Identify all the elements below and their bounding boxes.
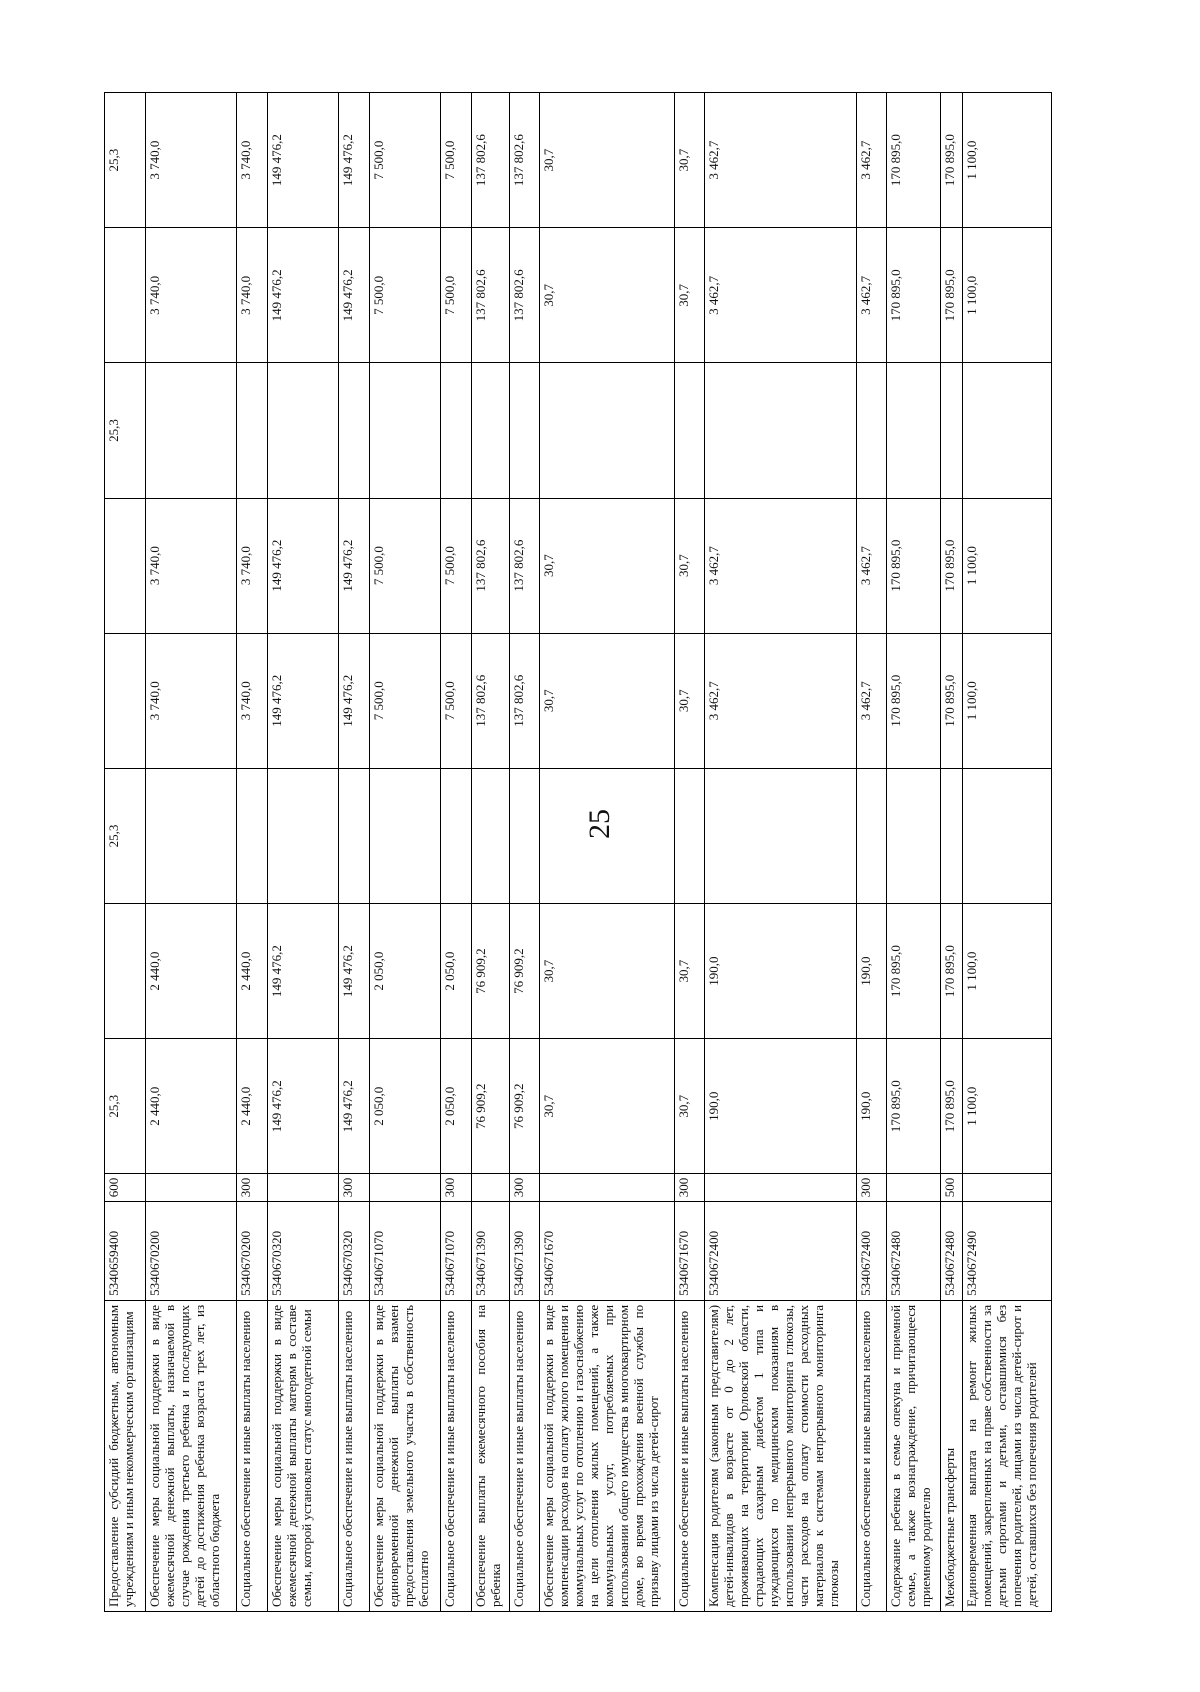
row-value-6 — [705, 363, 856, 498]
row-value-4: 30,7 — [539, 633, 674, 768]
row-expense-type: 600 — [105, 1174, 146, 1202]
row-value-4: 149 476,2 — [267, 633, 339, 768]
row-value-2: 170 895,0 — [941, 904, 963, 1039]
row-value-8: 170 895,0 — [887, 93, 941, 228]
table-row — [962, 93, 1051, 1612]
row-value-4: 30,7 — [675, 633, 705, 768]
table-body — [105, 93, 1052, 1612]
row-value-3 — [705, 768, 856, 903]
row-value-8: 30,7 — [675, 93, 705, 228]
row-expense-type — [705, 1174, 856, 1202]
table-row — [441, 93, 471, 1612]
row-value-1: 170 895,0 — [887, 1039, 941, 1174]
row-value-6 — [887, 363, 941, 498]
row-value-1: 190,0 — [705, 1039, 856, 1174]
row-expense-type — [146, 1174, 237, 1202]
row-code: 5340671070 — [441, 1202, 471, 1301]
row-expense-type: 300 — [856, 1174, 886, 1202]
row-value-7: 170 895,0 — [887, 228, 941, 363]
row-description: Социальное обеспечение и иные выплаты населению — [237, 1300, 267, 1611]
row-expense-type — [962, 1174, 1051, 1202]
row-description: Компенсация родителям (законным представителям) детей-инвалидов в возрасте от 0 до 2 лет, проживающих на территории Орловской области, страдающих сахарным диабетом 1 типа и нуждающихся по медицинским показаниям в использовании непрерывного мониторинга глюкозы, части расходов на оплату стоимости расходных материалов к системам непрерывного мониторинга глюкозы — [705, 1300, 856, 1611]
row-value-3 — [471, 768, 509, 903]
row-value-7 — [105, 228, 146, 363]
row-value-6 — [369, 363, 441, 498]
row-value-1: 2 050,0 — [369, 1039, 441, 1174]
row-value-5: 7 500,0 — [369, 498, 441, 633]
row-value-2: 1 100,0 — [962, 904, 1051, 1039]
row-value-1: 2 050,0 — [441, 1039, 471, 1174]
row-description: Обеспечение меры социальной поддержки в виде ежемесячной денежной выплаты, назначаемой в случае рождения третьего ребенка и последующих детей до достижения ребенка возраста трех лет, из областного бюджета — [146, 1300, 237, 1611]
row-value-3 — [267, 768, 339, 903]
row-value-2: 2 050,0 — [369, 904, 441, 1039]
row-value-6 — [339, 363, 369, 498]
row-description: Межбюджетные трансферты — [941, 1300, 963, 1611]
row-value-3: 25,3 — [105, 768, 146, 903]
row-value-7: 170 895,0 — [941, 228, 963, 363]
row-value-7: 7 500,0 — [369, 228, 441, 363]
row-expense-type: 300 — [509, 1174, 539, 1202]
row-value-1: 149 476,2 — [339, 1039, 369, 1174]
row-description: Содержание ребенка в семье опекуна и приемной семье, а также вознаграждение, причитающееся приемному родителю — [887, 1300, 941, 1611]
row-value-6 — [471, 363, 509, 498]
row-value-2: 76 909,2 — [509, 904, 539, 1039]
row-value-6 — [509, 363, 539, 498]
row-value-1: 149 476,2 — [267, 1039, 339, 1174]
row-code: 5340672480 — [887, 1202, 941, 1301]
row-value-8: 25,3 — [105, 93, 146, 228]
row-description: Социальное обеспечение и иные выплаты населению — [675, 1300, 705, 1611]
row-value-1: 30,7 — [539, 1039, 674, 1174]
row-value-5: 3 740,0 — [146, 498, 237, 633]
row-value-5: 149 476,2 — [339, 498, 369, 633]
row-value-5: 3 740,0 — [237, 498, 267, 633]
row-value-5: 30,7 — [675, 498, 705, 633]
table-row — [339, 93, 369, 1612]
table-row — [267, 93, 339, 1612]
row-value-2: 30,7 — [539, 904, 674, 1039]
row-description: Социальное обеспечение и иные выплаты населению — [856, 1300, 886, 1611]
row-value-2 — [105, 904, 146, 1039]
row-value-6 — [941, 363, 963, 498]
table-row — [675, 93, 705, 1612]
row-value-3 — [146, 768, 237, 903]
row-value-3 — [856, 768, 886, 903]
row-value-3 — [237, 768, 267, 903]
row-value-7: 149 476,2 — [267, 228, 339, 363]
row-value-8: 7 500,0 — [441, 93, 471, 228]
row-value-6 — [237, 363, 267, 498]
row-code: 5340670320 — [339, 1202, 369, 1301]
row-value-4: 7 500,0 — [441, 633, 471, 768]
row-value-1: 25,3 — [105, 1039, 146, 1174]
row-value-7: 3 462,7 — [705, 228, 856, 363]
row-value-4: 1 100,0 — [962, 633, 1051, 768]
row-value-3 — [509, 768, 539, 903]
row-value-6 — [267, 363, 339, 498]
row-value-5: 149 476,2 — [267, 498, 339, 633]
row-value-4: 3 462,7 — [705, 633, 856, 768]
row-value-6 — [675, 363, 705, 498]
row-value-6 — [146, 363, 237, 498]
row-value-5: 7 500,0 — [441, 498, 471, 633]
row-code: 5340671390 — [471, 1202, 509, 1301]
row-value-3 — [369, 768, 441, 903]
row-value-4: 137 802,6 — [471, 633, 509, 768]
row-code: 5340672490 — [962, 1202, 1051, 1301]
table-row — [146, 93, 237, 1612]
row-value-3 — [962, 768, 1051, 903]
row-value-5: 137 802,6 — [471, 498, 509, 633]
row-value-2: 149 476,2 — [339, 904, 369, 1039]
row-value-5: 170 895,0 — [887, 498, 941, 633]
row-value-2: 30,7 — [675, 904, 705, 1039]
row-description: Социальное обеспечение и иные выплаты населению — [509, 1300, 539, 1611]
row-description: Обеспечение меры социальной поддержки в виде единовременной денежной выплаты взамен предоставления земельного участка в собственность бесплатно — [369, 1300, 441, 1611]
row-value-7: 149 476,2 — [339, 228, 369, 363]
row-expense-type — [887, 1174, 941, 1202]
row-code: 5340672480 — [941, 1202, 963, 1301]
row-value-5: 3 462,7 — [705, 498, 856, 633]
row-value-6 — [962, 363, 1051, 498]
rotated-table-wrapper — [104, 92, 1052, 1612]
row-value-4: 170 895,0 — [887, 633, 941, 768]
row-code: 5340671070 — [369, 1202, 441, 1301]
row-value-3 — [675, 768, 705, 903]
row-value-8: 137 802,6 — [471, 93, 509, 228]
row-value-4: 3 462,7 — [856, 633, 886, 768]
row-value-4: 170 895,0 — [941, 633, 963, 768]
row-description: Обеспечение меры социальной поддержки в виде ежемесячной денежной выплаты матерям в составе семьи, которой установлен статус многодетной семьи — [267, 1300, 339, 1611]
row-value-6: 25,3 — [105, 363, 146, 498]
table-row — [105, 93, 146, 1612]
row-value-5: 30,7 — [539, 498, 674, 633]
row-code: 5340672400 — [705, 1202, 856, 1301]
row-code: 5340672400 — [856, 1202, 886, 1301]
row-value-7: 3 740,0 — [146, 228, 237, 363]
row-value-1: 190,0 — [856, 1039, 886, 1174]
table-row — [887, 93, 941, 1612]
row-expense-type: 500 — [941, 1174, 963, 1202]
row-value-3 — [887, 768, 941, 903]
row-expense-type: 300 — [339, 1174, 369, 1202]
row-value-2: 2 440,0 — [146, 904, 237, 1039]
row-value-8: 3 462,7 — [705, 93, 856, 228]
row-value-4: 3 740,0 — [237, 633, 267, 768]
row-value-4: 7 500,0 — [369, 633, 441, 768]
row-expense-type — [539, 1174, 674, 1202]
row-description: Единовременная выплата на ремонт жилых помещений, закрепленных на праве собственности за детьми сиротами и детьми, оставшимися без попечения родителей, лицами из числа детей-сирот и детей, оставшихся без попечения родителей — [962, 1300, 1051, 1611]
row-value-7: 30,7 — [675, 228, 705, 363]
row-expense-type — [267, 1174, 339, 1202]
row-value-7: 3 462,7 — [856, 228, 886, 363]
row-value-6 — [441, 363, 471, 498]
row-code: 5340670320 — [267, 1202, 339, 1301]
row-value-7: 7 500,0 — [441, 228, 471, 363]
row-value-4 — [105, 633, 146, 768]
table-row — [941, 93, 963, 1612]
row-code: 5340671390 — [509, 1202, 539, 1301]
row-value-2: 190,0 — [856, 904, 886, 1039]
row-value-5: 137 802,6 — [509, 498, 539, 633]
row-value-7: 30,7 — [539, 228, 674, 363]
row-value-2: 2 050,0 — [441, 904, 471, 1039]
row-value-8: 3 462,7 — [856, 93, 886, 228]
row-value-1: 170 895,0 — [941, 1039, 963, 1174]
row-value-3 — [941, 768, 963, 903]
row-value-2: 149 476,2 — [267, 904, 339, 1039]
row-value-3 — [339, 768, 369, 903]
row-value-5: 1 100,0 — [962, 498, 1051, 633]
table-row — [471, 93, 509, 1612]
row-value-8: 1 100,0 — [962, 93, 1051, 228]
row-code: 5340670200 — [146, 1202, 237, 1301]
row-description: Обеспечение выплаты ежемесячного пособия на ребенка — [471, 1300, 509, 1611]
row-value-8: 7 500,0 — [369, 93, 441, 228]
row-value-5 — [105, 498, 146, 633]
table-row — [705, 93, 856, 1612]
row-expense-type — [369, 1174, 441, 1202]
row-value-1: 76 909,2 — [471, 1039, 509, 1174]
row-expense-type — [471, 1174, 509, 1202]
row-value-2: 2 440,0 — [237, 904, 267, 1039]
row-value-8: 137 802,6 — [509, 93, 539, 228]
row-value-1: 30,7 — [675, 1039, 705, 1174]
row-value-2: 76 909,2 — [471, 904, 509, 1039]
row-code: 5340670200 — [237, 1202, 267, 1301]
row-value-5: 3 462,7 — [856, 498, 886, 633]
row-value-4: 149 476,2 — [339, 633, 369, 768]
row-expense-type: 300 — [237, 1174, 267, 1202]
table-row — [369, 93, 441, 1612]
row-description: Предоставление субсидий бюджетным, автономным учреждениям и иным некоммерческим организациям — [105, 1300, 146, 1611]
row-expense-type: 300 — [441, 1174, 471, 1202]
row-value-8: 170 895,0 — [941, 93, 963, 228]
row-value-2: 190,0 — [705, 904, 856, 1039]
row-value-6 — [539, 363, 674, 498]
row-value-8: 149 476,2 — [267, 93, 339, 228]
row-value-8: 149 476,2 — [339, 93, 369, 228]
row-description: Социальное обеспечение и иные выплаты населению — [441, 1300, 471, 1611]
row-value-7: 3 740,0 — [237, 228, 267, 363]
row-value-1: 2 440,0 — [237, 1039, 267, 1174]
row-code: 5340659400 — [105, 1202, 146, 1301]
row-value-2: 170 895,0 — [887, 904, 941, 1039]
table-row — [509, 93, 539, 1612]
row-description: Обеспечение меры социальной поддержки в виде компенсации расходов на оплату жилого помещения и коммунальных услуг по отоплению и газоснабжению на цели отопления жилых помещений, а также коммунальных услуг, потребляемых при использовании общего имущества в многоквартирном доме, во время прохождения военной службы по призыву лицами из числа детей-сирот — [539, 1300, 674, 1611]
page-number: 25 — [583, 809, 616, 839]
row-value-7: 1 100,0 — [962, 228, 1051, 363]
row-description: Социальное обеспечение и иные выплаты населению — [339, 1300, 369, 1611]
row-value-7: 137 802,6 — [509, 228, 539, 363]
row-value-1: 1 100,0 — [962, 1039, 1051, 1174]
row-value-1: 2 440,0 — [146, 1039, 237, 1174]
row-code: 5340671670 — [539, 1202, 674, 1301]
row-value-8: 30,7 — [539, 93, 674, 228]
row-value-7: 137 802,6 — [471, 228, 509, 363]
row-value-8: 3 740,0 — [146, 93, 237, 228]
row-expense-type: 300 — [675, 1174, 705, 1202]
row-value-4: 137 802,6 — [509, 633, 539, 768]
table-row — [539, 93, 674, 1612]
row-value-4: 3 740,0 — [146, 633, 237, 768]
row-value-8: 3 740,0 — [237, 93, 267, 228]
row-value-3 — [441, 768, 471, 903]
row-value-5: 170 895,0 — [941, 498, 963, 633]
row-code: 5340671670 — [675, 1202, 705, 1301]
table-row — [856, 93, 886, 1612]
row-value-1: 76 909,2 — [509, 1039, 539, 1174]
row-value-3 — [539, 768, 674, 903]
table-row — [237, 93, 267, 1612]
budget-table — [104, 92, 1052, 1612]
row-value-6 — [856, 363, 886, 498]
